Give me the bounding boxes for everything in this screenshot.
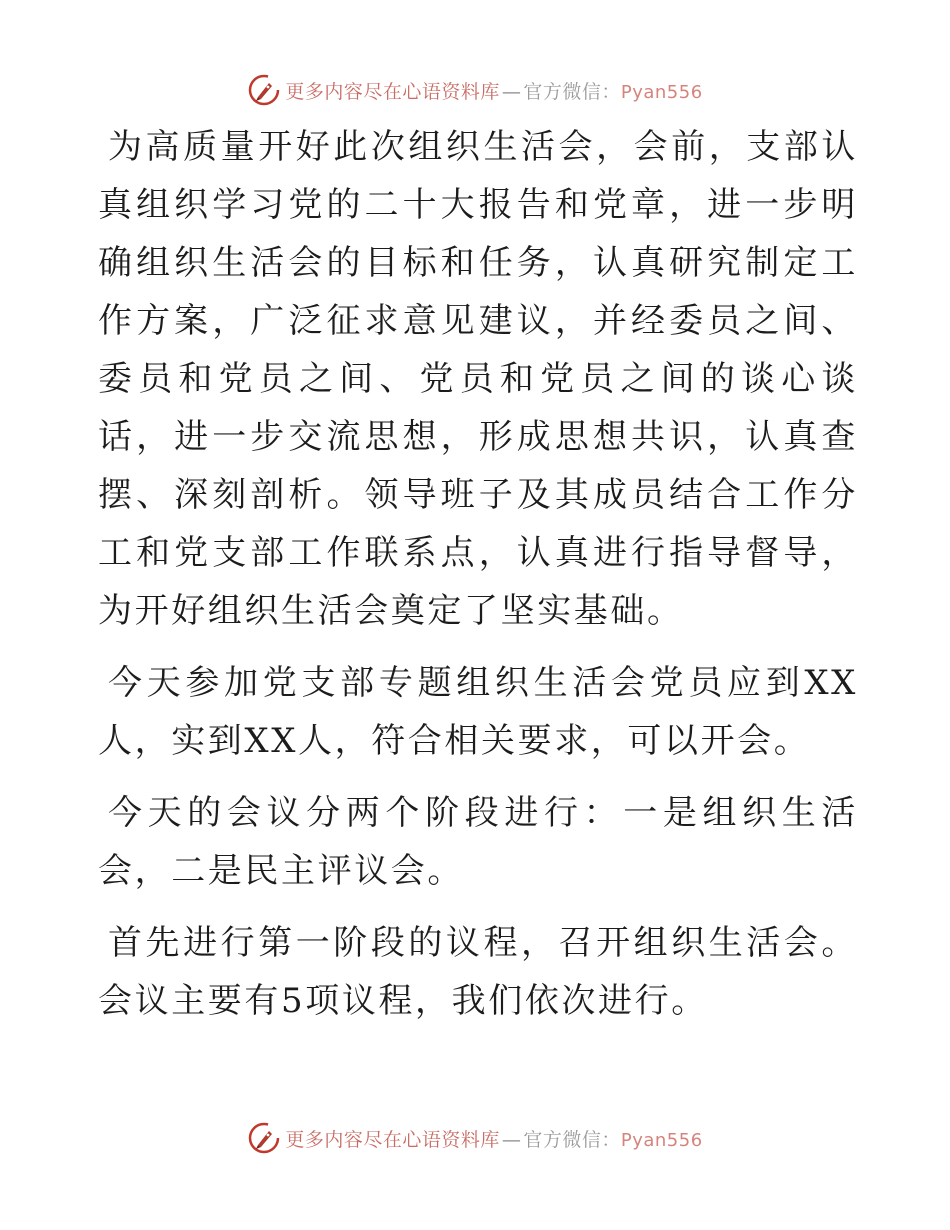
paragraph-agenda: 首先进行第一阶段的议程，召开组织生活会。会议主要有5项议程，我们依次进行。	[98, 923, 858, 1021]
watermark-wechat-id: Pyan556	[620, 1129, 703, 1151]
footer-watermark	[0, 1120, 950, 1156]
watermark-separator: —	[501, 80, 522, 103]
header-watermark	[0, 72, 950, 108]
paragraph-preparation: 为高质量开好此次组织生活会，会前，支部认真组织学习党的二十大报告和党章，进一步明确组织生活会的目标和任务，认真研究制定工作方案，广泛征求意见建议，并经委员之间、委员和党员之间、党员和党员之间的谈心谈话，进一步交流思想，形成思想共识，认真查摆、深刻剖析。领导班子及其成员结合工作分工和党支部工作联系点，认真进行指导督导，为开好组织生活会奠定了坚实基础。	[98, 127, 858, 631]
watermark-brand: 更多内容尽在心语资料库	[285, 1128, 500, 1151]
document-body	[98, 118, 858, 1044]
watermark-wechat-id: Pyan556	[620, 81, 703, 103]
pen-nib-logo-icon	[247, 73, 281, 107]
pen-nib-logo-icon	[247, 1121, 281, 1155]
paragraph-attendance: 今天参加党支部专题组织生活会党员应到XX人，实到XX人，符合相关要求，可以开会。	[98, 663, 858, 761]
watermark-wechat-label: 官方微信：	[523, 80, 621, 103]
watermark-brand: 更多内容尽在心语资料库	[285, 80, 500, 103]
watermark-separator: —	[501, 1128, 522, 1151]
paragraph-stages: 今天的会议分两个阶段进行：一是组织生活会，二是民主评议会。	[98, 793, 858, 891]
watermark-wechat-label: 官方微信：	[523, 1128, 621, 1151]
